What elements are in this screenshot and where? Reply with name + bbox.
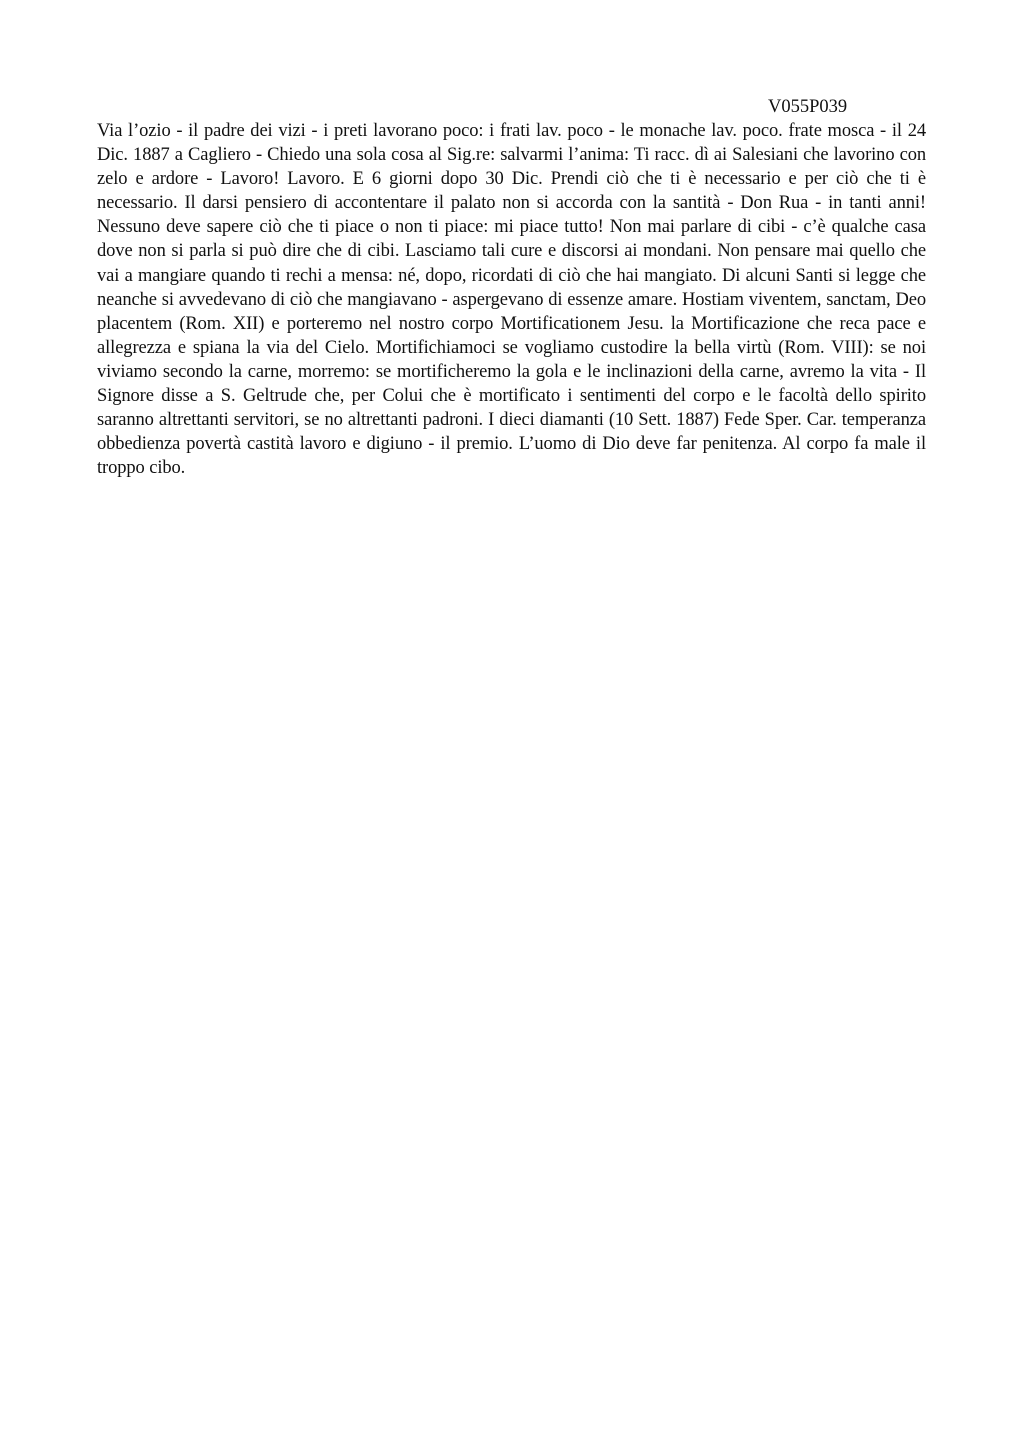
page-code: V055P039 [768,97,848,117]
body-paragraph: Via l’ozio - il padre dei vizi - i preti lavorano poco: i frati lav. poco - le monache lav. poco. frate mosca - il 24 Dic. 1887 a Cagliero - Chiedo una sola cosa al Sig.re: salvarmi l’anima: Ti racc. dì ai Salesiani che lavorino con zelo e ardore - Lavoro! Lavoro. E 6 giorni dopo 30 Dic. Prendi ciò che ti è necessario e per ciò che ti è necessario. Il darsi pensiero di accontentare il palato non si accorda con la santità - Don Rua - in tanti anni! Nessuno deve sapere ciò che ti piace o non ti piace: mi piace tutto! Non mai parlare di cibi - c’è qualche casa dove non si parla si può dire che di cibi. Lasciamo tali cure e discorsi ai mondani. Non pensare mai quello che vai a mangiare quando ti rechi a mensa: né, dopo, ricordati di ciò che hai mangiato. Di alcuni Santi si legge che neanche si avvedevano di ciò che mangiavano - aspergevano di essenze amare. Hostiam viventem, sanctam, Deo placentem (Rom. XII) e porteremo nel nostro corpo Mortificationem Jesu. la Mortificazione che reca pace e allegrezza e spiana la via del Cielo. Mortifichiamoci se vogliamo custodire la bella virtù (Rom. VIII): se noi viviamo secondo la carne, morremo: se mortificheremo la gola e le inclinazioni della carne, avremo la vita - Il Signore disse a S. Geltrude che, per Colui che è mortificato i sentimenti del corpo e le facoltà dello spirito saranno altrettanti servitori, se no altrettanti padroni. I dieci diamanti (10 Sett. 1887) Fede Sper. Car. temperanza obbedienza povertà castità lavoro e digiuno - il premio. L’uomo di Dio deve far penitenza. Al corpo fa male il troppo cibo. [97,121,926,479]
